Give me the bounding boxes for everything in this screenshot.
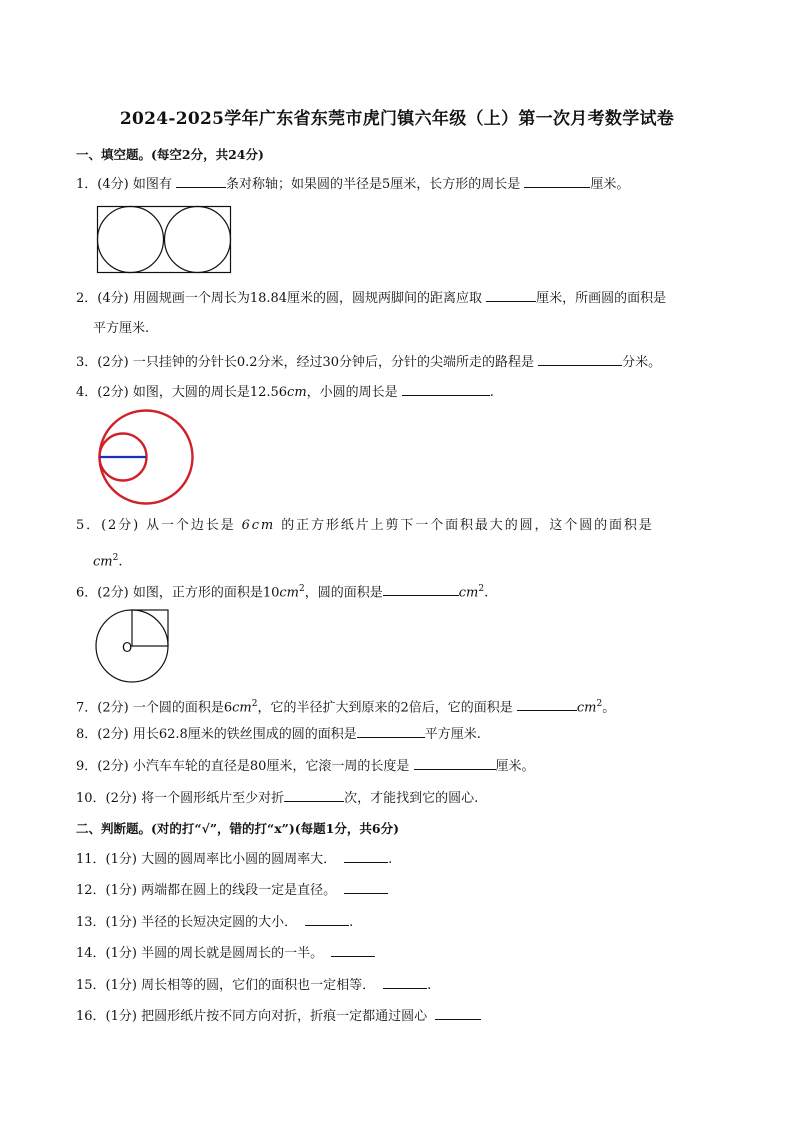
question-2: 2．(4分) 用圆规画一个周长为18.84厘米的圆，圆规两脚间的距离应取 厘米，所画圆的面积是	[76, 288, 666, 309]
question-5: 5．(2分) 从一个边长是 6cm 的正方形纸片上剪下一个面积最大的圆，这个圆的面积是	[76, 518, 654, 533]
question-11: 11．(1分) 大圆的圆周率比小圆的圆周率大． .	[76, 849, 392, 870]
answer-blank[interactable]	[383, 582, 459, 596]
answer-blank[interactable]	[383, 975, 427, 989]
answer-blank[interactable]	[524, 174, 590, 188]
question-7: 7．(2分) 一个圆的面积是$6cm^2$，它的半径扩大到原来的2倍后，它的面积是 $cm^2$。	[76, 699, 616, 716]
answer-blank[interactable]	[538, 352, 622, 366]
center-label: O	[122, 641, 133, 656]
answer-blank[interactable]	[435, 1006, 481, 1020]
answer-blank[interactable]	[517, 697, 577, 711]
answer-blank[interactable]	[414, 756, 496, 770]
question-6: 6．(2分) 如图，正方形的面积是$10cm^2$，圆的面积是 $cm^2$.	[76, 584, 489, 601]
question-5-continued: $cm^2$.	[93, 553, 123, 570]
question-9: 9．(2分) 小汽车车轮的直径是80厘米，它滚一周的长度是 厘米。	[76, 756, 535, 777]
answer-blank[interactable]	[284, 788, 344, 802]
big-small-circle-figure	[96, 408, 196, 508]
answer-blank[interactable]	[176, 174, 226, 188]
answer-blank[interactable]	[344, 849, 388, 863]
answer-blank[interactable]	[402, 382, 490, 396]
question-2-continued: 平方厘米.	[93, 321, 150, 336]
answer-blank[interactable]	[357, 724, 425, 738]
answer-blank[interactable]	[344, 880, 388, 894]
question-8: 8．(2分) 用长62.8厘米的铁丝围成的圆的面积是 平方厘米.	[76, 724, 481, 745]
answer-blank[interactable]	[486, 288, 536, 302]
question-3: 3．(2分) 一只挂钟的分针长0.2分米，经过30分钟后，分针的尖端所走的路程是 分米。	[76, 352, 661, 373]
question-4: 4．(2分) 如图，大圆的周长是12.56cm，小圆的周长是 .	[76, 382, 494, 403]
question-12: 12．(1分) 两端都在圆上的线段一定是直径。	[76, 880, 388, 901]
page-title: 2024-2025学年广东省东莞市虎门镇六年级（上）第一次月考数学试卷	[119, 109, 675, 129]
circle-square-figure	[94, 607, 172, 685]
section-fill-blank-heading: 一、填空题。(每空2分，共24分)	[76, 147, 264, 162]
question-15: 15．(1分) 周长相等的圆，它们的面积也一定相等． .	[76, 975, 431, 996]
question-10: 10．(2分) 将一个圆形纸片至少对折 次，才能找到它的圆心.	[76, 788, 478, 809]
rectangle-two-circles-figure	[96, 205, 232, 275]
question-16: 16．(1分) 把圆形纸片按不同方向对折，折痕一定都通过圆心	[76, 1006, 481, 1027]
question-13: 13．(1分) 半径的长短决定圆的大小． .	[76, 912, 353, 933]
answer-blank[interactable]	[331, 943, 375, 957]
question-1: 1．(4分) 如图有 条对称轴；如果圆的半径是5厘米，长方形的周长是 厘米。	[76, 174, 629, 195]
answer-blank[interactable]	[305, 912, 349, 926]
question-14: 14．(1分) 半圆的周长就是圆周长的一半。	[76, 943, 375, 964]
section-true-false-heading: 二、判断题。(对的打“√”，错的打“x”)(每题1分，共6分)	[76, 821, 399, 836]
